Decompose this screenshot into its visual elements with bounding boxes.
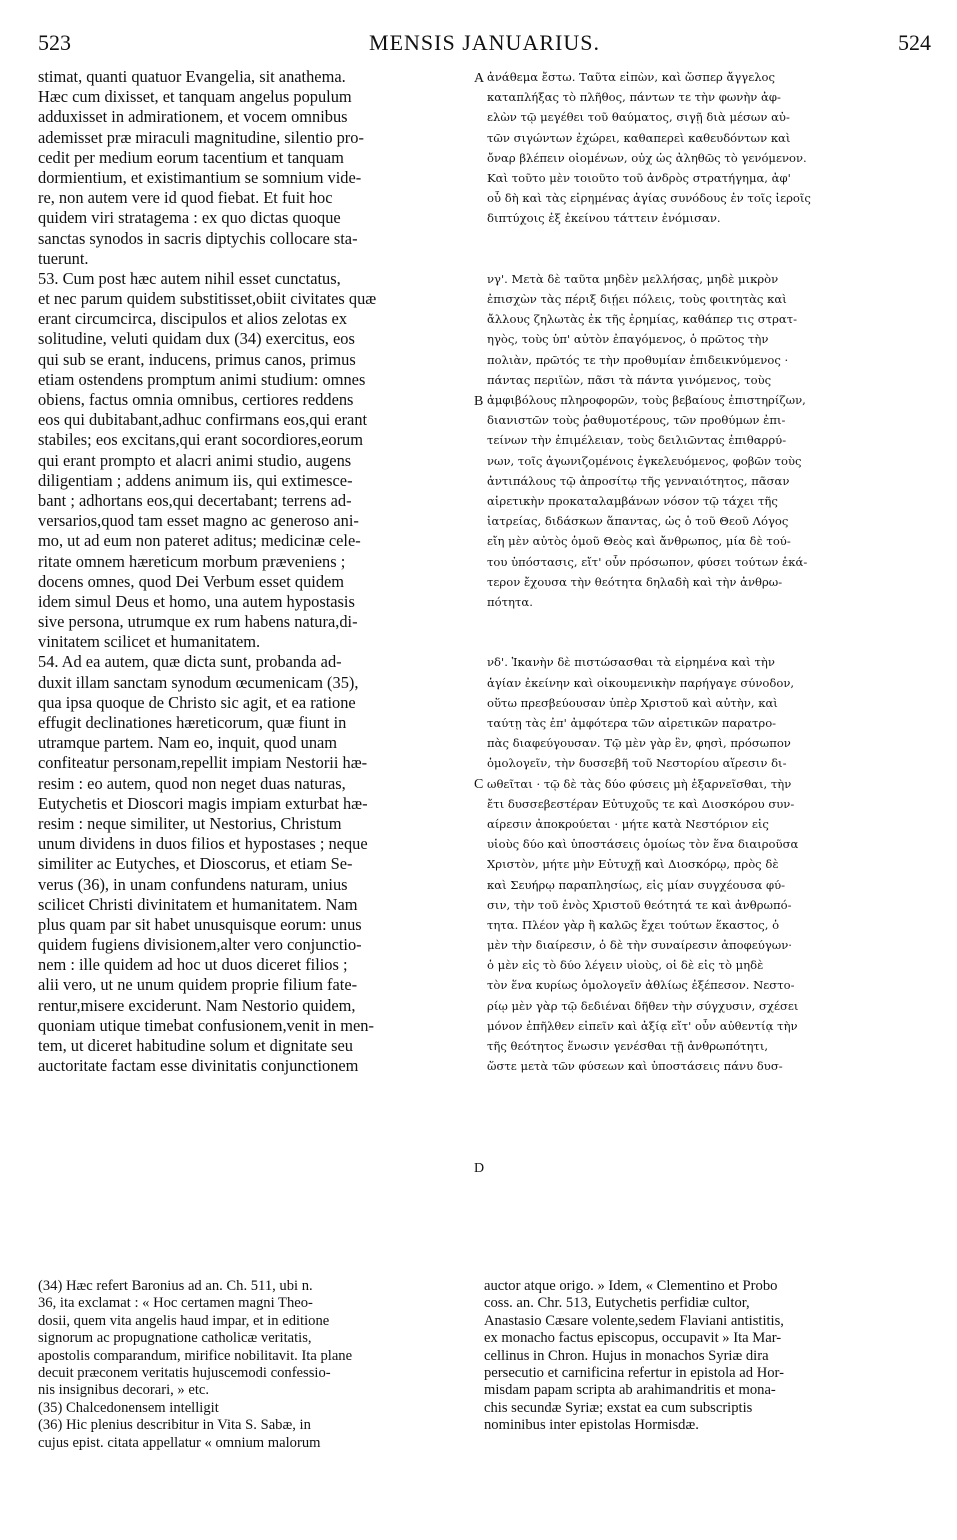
greek-text-line: ἰατρείας, διδάσκων ἅπαντας, ὡς ὁ τοῦ Θεοῦ Λόγος [487,514,789,529]
footnote-line: cujus epist. citata appellatur « omnium malorum [38,1434,321,1451]
margin-mark-b: B [474,394,484,409]
latin-text-line: verus (36), in unam confundens naturam, unius [38,874,348,894]
greek-text-line: ωθεῖται · τῷ δὲ τὰς δύο φύσεις μὴ ἐξαρνεῖσθαι, τὴν [487,776,792,791]
greek-text-line: καὶ Σευήρῳ παραπλησίως, εἰς μίαν συγχέουσα φύ- [487,877,786,892]
running-header [38,30,931,56]
greek-text-line [487,249,932,269]
latin-text-line: nem : ille quidem ad hoc ut duos diceret filios ; [38,955,348,975]
right-page-number: 524 [898,30,931,55]
greek-text-line: υἱοὺς δύο καὶ ὑποστάσεις ὁμοίως τὸν ἕνα διαιροῦσα [487,837,799,852]
greek-text-line: πότητα. [487,594,533,609]
latin-text-line: etiam ostendens promptum animi studium: omnes [38,369,366,389]
latin-text-line: qui sub se erant, inducens, primus canos, primus [38,349,356,369]
latin-text-line: quidem viri stratagema : ex quo dictas quoque [38,208,341,228]
latin-text-line: re, non autem vere id quod fiebat. Et fuit hoc [38,188,333,208]
latin-text-line: auctoritate factam esse divinitatis conjunctionem [38,1056,359,1076]
footnote-line: coss. an. Chr. 513, Eutychetis perfidiæ cultor, [484,1295,750,1312]
latin-text-line: sive persona, utrumque ex rum habens natura,di- [38,612,358,632]
footnote-line: misdam papam scripta ab arahimandritis et mona- [484,1382,776,1399]
greek-text-line: αἱρετικὴν προκαταλαμβάνων νόσον τῷ τάχει τῆς [487,493,778,508]
page-title: MENSIS JANUARIUS. [369,30,600,55]
footnote-line: dosii, quem vita angelis haud impar, et in editione [38,1312,330,1329]
greek-column [487,67,932,1077]
latin-text-line: bant ; adhortans eos,qui decertabant; terrens ad- [38,490,352,510]
latin-text-line: resim : eo autem, quod non neget duas naturas, [38,773,346,793]
latin-text-line: idem simul Deus et homo, una autem hypostasis [38,591,355,611]
margin-mark-d: D [474,1161,485,1176]
latin-text-line: tem, ut diceret habitudine solum et dignitate seu [38,1036,353,1055]
latin-text-line: vinitatem scilicet et humanitatem. [38,632,261,652]
latin-text-line: quidem fugiens divisionem,alter vero conjunctio- [38,935,362,955]
greek-text-line: διπτύχοις ἐξ ἐκείνου τάττειν ἐνόμισαν. [487,211,721,226]
footnote-line: (35) Chalcedonensem intelligit [38,1399,219,1416]
latin-text-line: quoniam utique timebat confusionem,venit in men- [38,1015,374,1035]
footnote-line: nis insignibus decorari, » etc. [38,1382,210,1399]
footnote-line: signorum ac propugnatione catholicæ veritatis, [38,1330,312,1347]
greek-text-line: καταπλήξας τὸ πλῆθος, πάντων τε τὴν φωνὴν ἀφ- [487,90,781,105]
latin-text-line: alii vero, ut ne unum quidem proprie filium fate- [38,975,358,995]
latin-text-line: scilicet Christi divinitatem et humanitatem. Nam [38,894,358,914]
latin-text-line: obiens, factus omnia omnibus, certiores reddens [38,390,354,409]
greek-text-line: τῆς θεότητος ἕνωσιν γενέσθαι τῇ ἀνθρωπότητι, [487,1039,769,1053]
greek-text-line: ηγὸς, τοὺς ὑπ' αὐτὸν ἐπαγόμενος, ὁ πρῶτος τὴν [487,332,769,347]
greek-text-line: αίρεσιν ἀποκρούεται · μήτε κατὰ Νεστόριον εἰς [487,816,769,831]
latin-text-line: docens omnes, quod Dei Verbum esset quidem [38,571,345,591]
footnote-line: decuit præconem veritatis hujuscemodi confessio- [38,1364,331,1381]
greek-text-line [487,632,932,652]
greek-text-line: ἄλλους ζηλωτὰς ἐκ τῆς ἐρημίας, καθάπερ τις στρατ- [487,312,798,327]
latin-text-line: confiteatur personam,repellit impiam Nestorii hæ- [38,753,368,773]
greek-text-line: ὁμολογεῖν, τὴν δυσσεβῆ τοῦ Νεστορίου αἵρεσιν δι- [487,756,787,771]
footnote-line: nominibus inter epistolas Hormisdæ. [484,1417,699,1434]
latin-text-line: dormientium, et existimantium se somnium vide- [38,167,362,187]
latin-text-line: resim : neque similiter, ut Nestorius, Christum [38,813,342,833]
footnote-line: apostolis comparandum, mirifice nobilitavit. Ita plane [38,1347,353,1364]
footnote-line: (34) Hæc refert Baronius ad an. Ch. 511, ubi n. [38,1278,313,1294]
greek-text-line: πὰς διαφεύγουσαν. Τῷ μὲν γὰρ ἓν, φησὶ, πρόσωπον [487,736,791,751]
greek-text-line: διανιστῶν τοὺς ῥαθυμοτέρους, τῶν προθύμων ἐπι- [487,413,786,428]
greek-text-line: ὥστε μετὰ τῶν φύσεων καὶ ὑποστάσεις πάνυ δυσ- [487,1059,783,1074]
left-page-number: 523 [38,30,71,55]
greek-text-line: ἀμφιβόλους πληροφορῶν, τοὺς βεβαίους ἐπιστηρίζων, [487,393,806,407]
latin-text-line: stimat, quanti quatuor Evangelia, sit anathema. [38,67,346,86]
greek-text-line: σιν, τὴν τοῦ ἑνὸς Χριστοῦ θεότητά τε καὶ ἀνθρωπό- [487,897,792,912]
greek-text-line: τῶν σιγώντων ἐχώρει, καθαπερεὶ καθευδόντων καὶ [487,130,791,145]
greek-text-line: οὕτω πρεσβεύουσαν ὑπὲρ Χριστοῦ καὶ αὐτὴν, καὶ [487,695,778,710]
greek-text-line: του ὑπόστασις, εἴτ' οὖν πρόσωπον, φύσει τούτων ἑκά- [487,554,808,569]
latin-text-line: et nec parum quidem substitisset,obiit civitates quæ [38,289,377,309]
greek-text-line: τερον ἔχουσα τὴν θεότητα δηλαδὴ καὶ τὴν ἀνθρω- [487,574,783,589]
greek-text-line: ἀνάθεμα ἔστω. Ταῦτα εἰπὼν, καὶ ὥσπερ ἄγγελος [487,70,776,84]
footnotes-right [484,1278,924,1438]
greek-text-line: ἀντιπάλους τῷ ἀπροσίτῳ τῆς γενναιότητος, πᾶσαν [487,473,790,488]
greek-text-line: ἔτι δυσσεβεστέραν Εὐτυχοῦς τε καὶ Διοσκόρου συν- [487,796,795,811]
footnote-line: auctor atque origo. » Idem, « Clementino et Probo [484,1278,778,1294]
greek-text-line: ἐπισχὼν τὰς πέριξ διῄει πόλεις, τοὺς φοιτητὰς καὶ [487,292,787,307]
footnote-line: Anastasio Cæsare volente,sedem Flaviani antistitis, [484,1312,784,1329]
latin-text-line: stabiles; eos excitans,qui erant socordiores,eorum [38,430,363,450]
latin-text-line: qua ipsa quoque de Christo sic agit, et ea ratione [38,692,356,712]
latin-text-line: ademisset præ miraculi magnitudine, silentio pro- [38,127,364,147]
latin-text-line: duxit illam sanctam synodum œcumenicam (35), [38,672,359,692]
latin-text-line: mo, ut ad eum non pateret aditus; medicinæ cele- [38,531,361,551]
footnotes-left [38,1278,470,1458]
latin-text-line: Eutychetis et Dioscori magis impiam exturbat hæ- [38,793,368,813]
greek-text-line: νγ'. Μετὰ δὲ ταῦτα μηδὲν μελλήσας, μηδὲ μικρὸν [487,271,779,286]
greek-text-line: μόνον ἐπῆλθεν εἰπεῖν καὶ ἀξίᾳ εἴτ' οὖν αὐθεντίᾳ τὴν [487,1018,798,1033]
latin-text-line: Hæc cum dixisset, et tanquam angelus populum [38,87,352,107]
footnote-line: persecutio et carnificina refertur in epistola ad Hor- [484,1364,784,1381]
greek-text-line [487,229,932,249]
greek-text-line: Χριστὸν, μήτε μὴν Εὐτυχῇ καὶ Διοσκόρῳ, πρὸς δὲ [487,857,779,872]
latin-text-line: 54. Ad ea autem, quæ dicta sunt, probanda ad- [38,652,342,672]
latin-text-line: effugit declinationes hæreticorum, quæ fiunt in [38,713,347,732]
latin-text-line: eos qui dubitabant,adhuc confirmans eos,qui erant [38,410,368,430]
margin-mark-c: C [474,777,484,792]
greek-text-line: πάντας περιϊὼν, πᾶσι τὰ πάντα γινόμενος, τοὺς [487,372,772,387]
latin-text-line: 53. Cum post hæc autem nihil esset cunctatus, [38,268,341,288]
latin-text-line: versarios,quod tam esset magno ac generoso ani- [38,511,359,531]
greek-text-line: ὄναρ βλέπειν οἰομένων, οὐχ ὡς ἀληθῶς τὸ γενόμενον. [487,150,807,165]
footnote-line: ex monacho factus episcopus, occupavit » Ita Mar- [484,1330,782,1347]
latin-text-line: tuerunt. [38,248,89,268]
latin-text-line: plus quam par sit habet unusquisque eorum: unus [38,914,362,934]
greek-text-line: εἴη μὲν αὐτὸς ὁμοῦ Θεὸς καὶ ἄνθρωπος, μία δὲ τού- [487,534,791,549]
footnote-line: (36) Hic plenius describitur in Vita S. Sabæ, in [38,1417,311,1434]
greek-text-line [487,612,932,632]
latin-text-line: qui erant prompto et alacri animi studio, augens [38,450,352,470]
latin-text-line: sanctas synodos in sacris diptychis collocare sta- [38,228,358,248]
greek-text-line: ὁ μὲν εἰς τὸ δύο λέγειν υἱοὺς, οἱ δὲ εἰς τὸ μηδὲ [487,958,764,973]
latin-text-line: ritate omnem hæreticum morbum præveniens ; [38,551,346,571]
greek-text-line: νδ'. Ἱκανὴν δὲ πιστώσασθαι τὰ εἰρημένα καὶ τὴν [487,655,775,670]
footnote-line: cellinus in Chron. Hujus in monachos Syriæ dira [484,1347,769,1364]
latin-text-line: cedit per medium eorum tacentium et tanquam [38,147,344,167]
latin-text-line: adduxisset in admirationem, et vocem omnibus [38,107,348,127]
latin-text-line: rentur,misere exciderunt. Nam Nestorio quidem, [38,995,356,1015]
greek-text-line: μὲν τὴν διαίρεσιν, ὁ δὲ τὴν συναίρεσιν ἀποφεύγων· [487,938,792,953]
latin-text-line: unum dividens in duos filios et hypostases ; neque [38,834,368,854]
latin-text-line: similiter ac Eutyches, et Dioscorus, et etiam Se- [38,854,353,874]
latin-text-line: solitudine, veluti quidam dux (34) exercitus, eos [38,329,355,349]
footnote-line: 36, ita exclamat : « Hoc certamen magni Theo- [38,1295,313,1312]
footnote-line: chis secundæ Syriæ; exstat ea cum subscriptis [484,1399,753,1416]
greek-text-line: τείνων τὴν ἐπιμέλειαν, τοὺς δειλιῶντας ἐπιθαρρύ- [487,433,787,448]
greek-text-line: τὸν ἕνα κυρίως ὁμολογεῖν ἀθλίως ἐξέπεσον. Νεστο- [487,978,795,993]
greek-text-line: οὗ δὴ καὶ τὰς εἰρημένας ἁγίας συνόδους ἐν τοῖς ἱεροῖς [487,191,811,206]
latin-text-line: utramque partem. Nam eo, inquit, quod unam [38,733,338,753]
latin-column [38,67,472,1077]
latin-text-line: diligentiam ; addens animum iis, qui extimesce- [38,470,353,490]
greek-text-line: πολιὰν, πρῶτός τε τὴν προθυμίαν ἐπιδεικνύμενος · [487,352,789,367]
greek-text-line: νων, τοῖς ἀγωνιζομένοις ἐγκελευόμενος, φοβῶν τοὺς [487,453,802,468]
greek-text-line: ελὼν τῷ μεγέθει τοῦ θαύματος, σιγῇ διὰ μέσων αὐ- [487,110,790,125]
greek-text-line: Καὶ τοῦτο μὲν τοιοῦτο τοῦ ἀνδρὸς στρατήγημα, ἀφ' [487,170,791,185]
greek-text-line: ρίῳ μὲν γὰρ τῷ δεδιέναι δῆθεν τὴν σύγχυσιν, σχέσει [487,998,799,1013]
greek-text-line: ταύτῃ τὰς ἐπ' ἀμφότερα τῶν αἱρετικῶν παρατρο- [487,716,777,730]
latin-text-line: erant circumcirca, discipulos et alios zelotas ex [38,309,348,329]
greek-text-line: τητα. Πλέον γὰρ ἢ καλῶς ἔχει τούτων ἕκαστος, ὁ [487,917,780,932]
greek-text-line: ἁγίαν ἐκείνην καὶ οἰκουμενικὴν παρήγαγε σύνοδον, [487,675,795,690]
margin-mark-a: A [474,71,485,86]
